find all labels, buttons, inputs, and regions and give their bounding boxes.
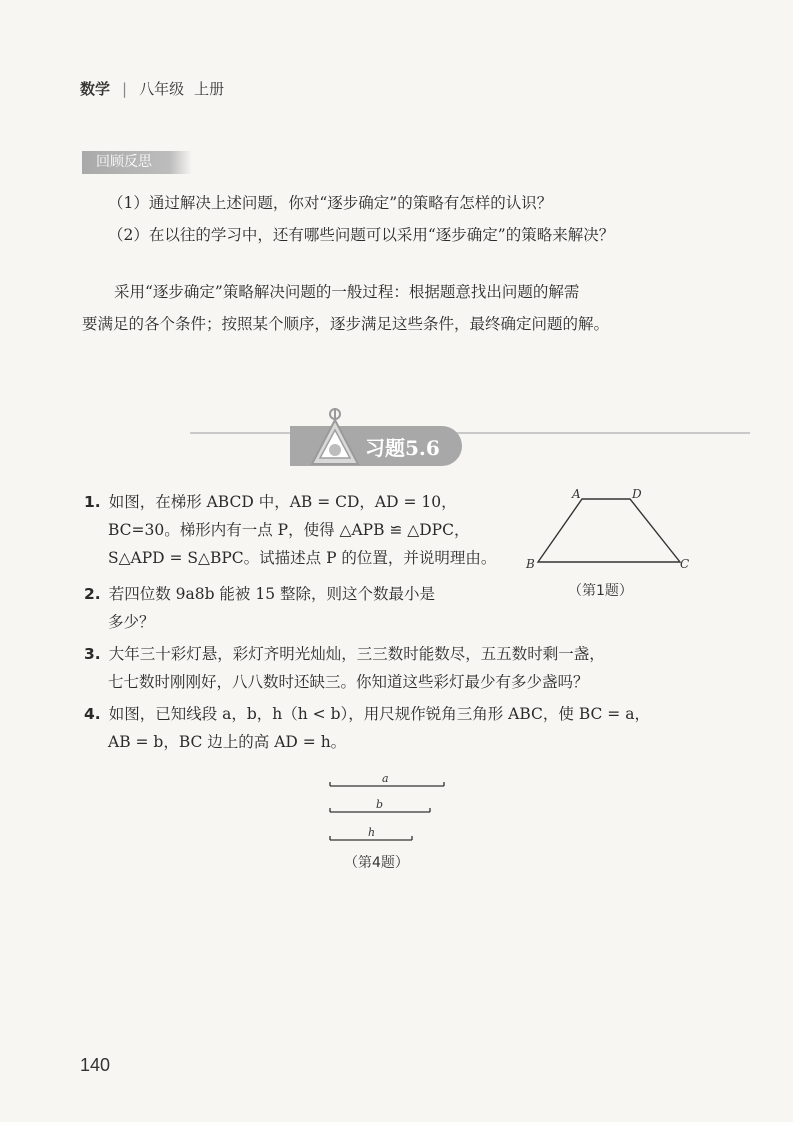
page-number: 140 [80,1055,111,1075]
exercise-2-number: 2. [84,585,101,603]
page-header [80,78,224,99]
exercise-1-text-1: 如图，在梯形 ABCD 中，AB = CD，AD = 10， [108,493,457,511]
header-subject: 数学 [80,80,111,98]
figure-1-caption: （第1题） [568,583,633,599]
exercise-2-line-1 [84,580,435,608]
exercise-2-line-2: 多少？ [108,613,155,631]
header-volume: 上册 [194,80,225,98]
exercise-1-number: 1. [84,493,101,511]
review-question-2: （2）在以往的学习中，还有哪些问题可以采用“逐步确定”的策略来解决？ [108,226,615,244]
segments-figure [320,770,460,850]
exercise-2-text-1: 若四位数 9a8b 能被 15 整除，则这个数最小是 [108,585,436,603]
label-b: b [376,798,384,811]
banner-rule [190,432,750,434]
trapezoid-figure [522,486,698,572]
exercise-4-line-2: AB = b，BC 边上的高 AD = h。 [108,733,347,751]
exercise-1-line-3: S△APD = S△BPC。试描述点 P 的位置，并说明理由。 [108,549,497,567]
exercise-1-line-1 [84,488,457,516]
header-grade: 八年级 [139,80,185,98]
review-paragraph-line-1: 采用“逐步确定”策略解决问题的一般过程：根据题意找出问题的解需 [114,283,580,301]
label-D: D [632,487,642,501]
figure-4-caption: （第4题） [344,855,409,871]
review-paragraph-line-2: 要满足的各个条件；按照某个顺序，逐步满足这些条件，最终确定问题的解。 [82,315,610,333]
label-h: h [368,826,376,839]
label-C: C [680,557,690,571]
label-B: B [526,557,535,571]
review-question-1: （1）通过解决上述问题，你对“逐步确定”的策略有怎样的认识？ [108,194,553,212]
exercise-3-line-1 [84,640,605,668]
exercise-3-line-2: 七七数时刚刚好，八八数时还缺三。你知道这些彩灯最少有多少盏吗？ [108,673,589,691]
exercise-1-line-2: BC=30。梯形内有一点 P，使得 △APB ≌ △DPC， [108,521,470,539]
label-a: a [382,772,389,785]
review-tag: 回顾反思 [82,151,192,174]
exercise-3-number: 3. [84,645,101,663]
header-separator: | [122,80,128,98]
label-A: A [572,487,581,501]
trapezoid-shape [538,499,680,562]
exercise-4-line-1 [84,700,650,728]
exercise-banner-title: 习题5.6 [365,436,440,460]
exercise-4-text-1: 如图，已知线段 a，b，h（h < b），用尺规作锐角三角形 ABC，使 BC = a， [108,705,650,723]
exercise-4-number: 4. [84,705,101,723]
compass-icon [306,406,364,472]
exercise-3-text-1: 大年三十彩灯悬，彩灯齐明光灿灿，三三数时能数尽，五五数时剩一盏， [108,645,605,663]
